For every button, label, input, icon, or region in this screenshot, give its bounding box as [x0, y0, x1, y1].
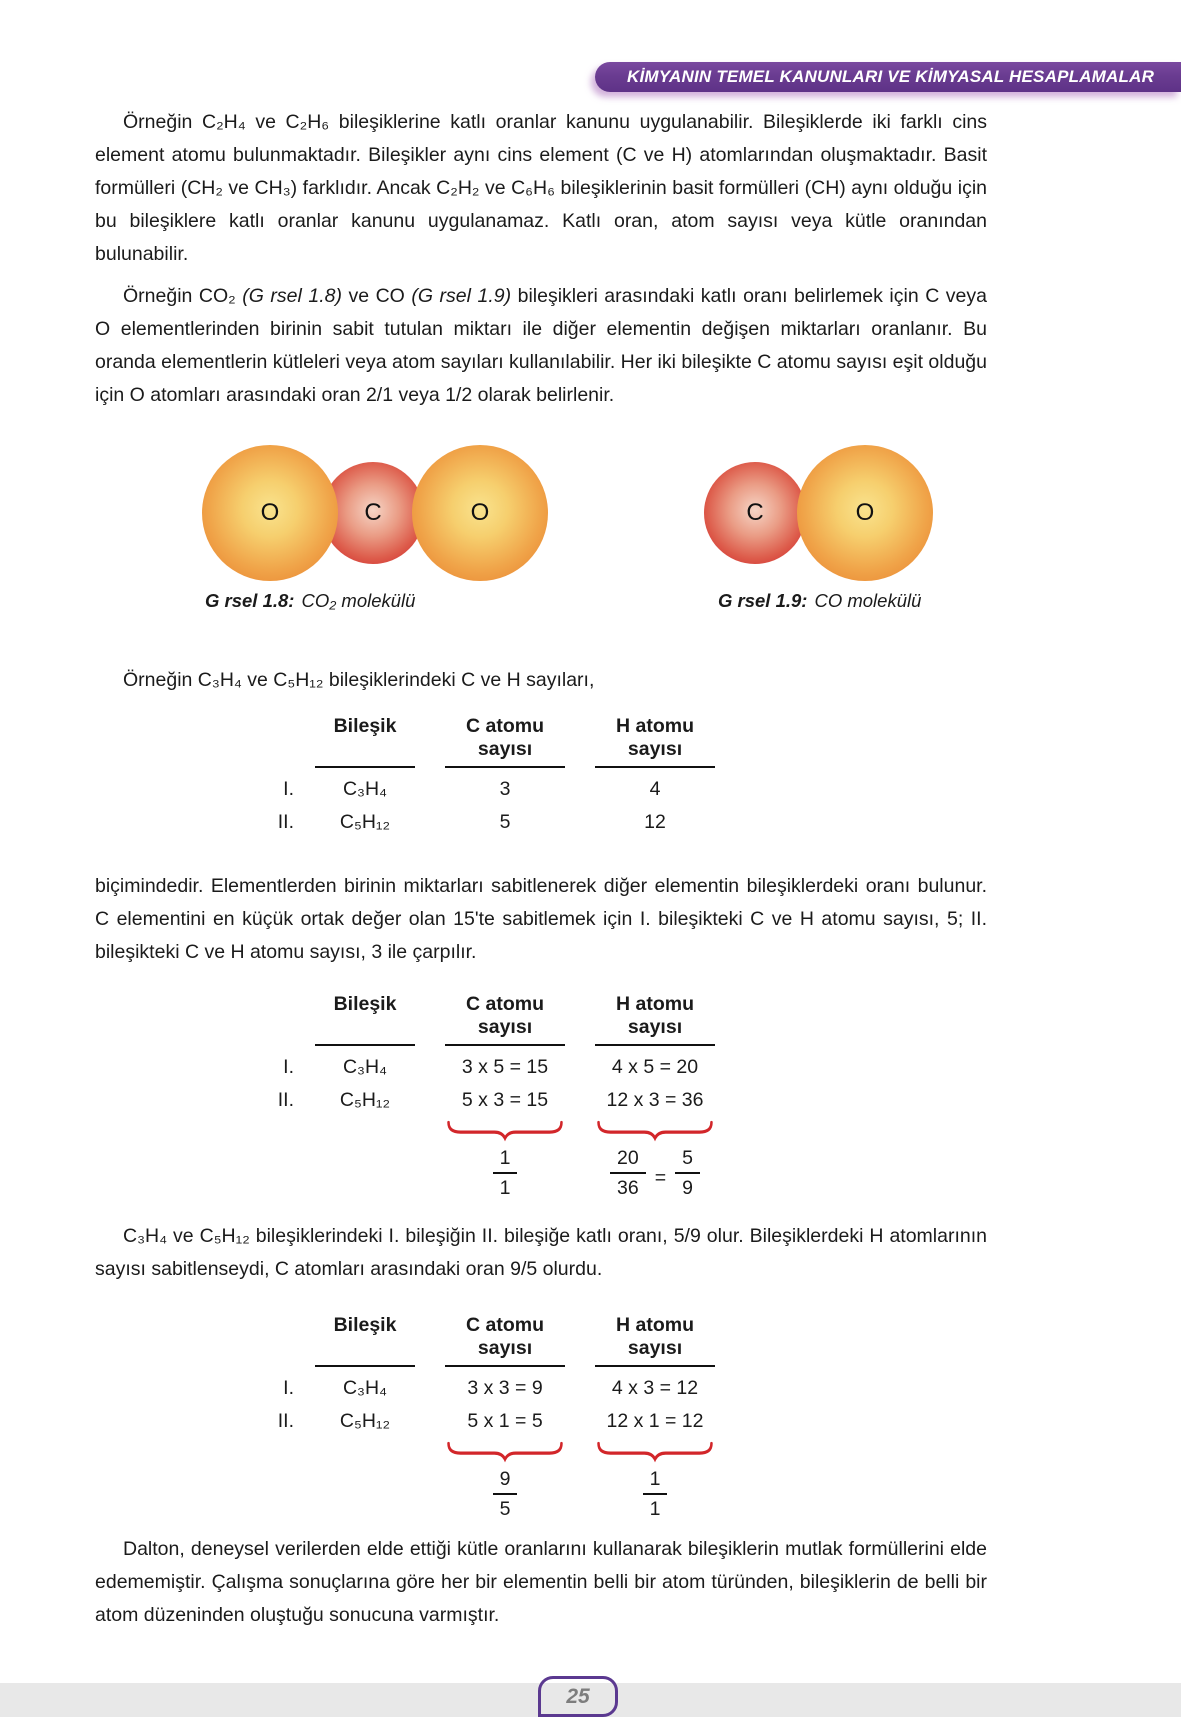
compound-formula: C₅H₁₂	[339, 811, 391, 833]
underbrace-icon	[595, 1119, 715, 1140]
c-ratio-result	[445, 1467, 565, 1521]
atom-count-table-2	[245, 993, 715, 1200]
figure-caption-label: G rsel 1.8:	[205, 590, 295, 611]
atom-label-c: C	[364, 499, 382, 526]
atom-count-table-1	[245, 715, 715, 834]
row-numeral: II.	[277, 1410, 294, 1432]
fraction: $\frac{9}{5}$	[493, 1467, 518, 1521]
fraction: $\frac{20}{36}$	[610, 1146, 646, 1200]
compound-formula: C₃H₄	[342, 1056, 388, 1078]
fraction: $\frac{1}{1}$	[643, 1467, 668, 1521]
h-atom-expression: 12 x 1 = 12	[606, 1410, 704, 1432]
column-header-compound: Bileşik	[315, 715, 415, 768]
paragraph-1: Örneğin C₂H₄ ve C₂H₆ bileşiklerine katlı oranlar kanunu uygulanabilir. Bileşiklerde iki farklı cins element atomu bulunmaktadır. Bileşikler aynı cins element (C ve H) atomlarından oluşmaktadır. Basit formülleri (CH₂ ve CH₃) farklıdır. Ancak C₂H₂ ve C₆H₆ bileşiklerinin basit formülleri (CH) aynı olduğu için bu bileşiklere katlı oranlar kanunu uygulanamaz. Katlı oran, atom sayısı veya kütle oranından bulunabilir.	[95, 111, 987, 265]
atom-label-c: C	[746, 499, 764, 526]
c-atom-expression: 5 x 3 = 15	[461, 1089, 549, 1111]
row-numeral: I.	[283, 778, 294, 800]
figure-ref-1-9: (G rsel 1.9)	[411, 285, 512, 307]
h-atom-expression: 12 x 3 = 36	[606, 1089, 704, 1111]
column-header-h-atoms: H atomu sayısı	[595, 1314, 715, 1367]
h-atom-expression: 4 x 3 = 12	[611, 1377, 699, 1399]
figure-caption-co	[718, 590, 921, 612]
molecule-figures	[0, 437, 1181, 637]
column-header-h-atoms: H atomu sayısı	[595, 993, 715, 1046]
column-header-compound: Bileşik	[315, 1314, 415, 1367]
atom-label-o: O	[260, 499, 280, 526]
c-atom-value: 5	[499, 811, 511, 833]
page-number-badge	[538, 1676, 618, 1717]
h-atom-expression: 4 x 5 = 20	[611, 1056, 699, 1078]
paragraph-3: biçimindedir. Elementlerden birinin miktarları sabitlenerek diğer elementin bileşiklerdeki oranı bulunur. C elementini en küçük ortak değer olan 15'te sabitlemek için I. bileşikteki C ve H atomu sayısı, 5; II. bileşikteki C ve H atomu sayısı, 3 ile çarpılır.	[95, 875, 987, 963]
c-atom-expression: 5 x 1 = 5	[467, 1410, 543, 1432]
co-carbon-sphere	[704, 462, 806, 564]
figure-caption-text: CO₂ molekülü	[301, 590, 416, 611]
atom-count-table-3	[245, 1314, 715, 1521]
figure-caption-text: CO molekülü	[814, 590, 922, 611]
page-number: 25	[566, 1684, 590, 1708]
co2-oxygen-sphere-left	[202, 445, 338, 581]
column-header-h-atoms: H atomu sayısı	[595, 715, 715, 768]
co2-oxygen-sphere-right	[412, 445, 548, 581]
fraction: $\frac{5}{9}$	[675, 1146, 700, 1200]
underbrace-icon	[445, 1440, 565, 1461]
column-header-compound: Bileşik	[315, 993, 415, 1046]
paragraph-5: Dalton, deneysel verilerden elde ettiği kütle oranlarını kullanarak bileşiklerin mutlak formüllerini elde edememiştir. Çalışma sonuçlarına göre her bir elementin belli bir atom türünden, bileşiklerin de belli bir atom düzeninden oluştuğu sonucuna varmıştır.	[95, 1538, 987, 1626]
figure-ref-1-8: (G rsel 1.8)	[242, 285, 342, 307]
tables-intro-line: Örneğin C₃H₄ ve C₅H₁₂ bileşiklerindeki C ve H sayıları,	[123, 669, 595, 691]
h-atom-value: 12	[644, 811, 666, 833]
paragraph-4: C₃H₄ ve C₅H₁₂ bileşiklerindeki I. bileşiğin II. bileşiğe katlı oranı, 5/9 olur. Bileşiklerdeki H atomlarının sayısı sabitlenseydi, C atomları arasındaki oran 9/5 olurdu.	[95, 1225, 987, 1280]
column-header-c-atoms: C atomu sayısı	[445, 1314, 565, 1367]
c-atom-expression: 3 x 3 = 9	[467, 1377, 543, 1399]
paragraph-2-text: Örneğin CO₂	[123, 285, 243, 307]
co-oxygen-sphere	[797, 445, 933, 581]
compound-formula: C₃H₄	[342, 1377, 388, 1399]
figure-caption-co2	[205, 590, 415, 612]
compound-formula: C₃H₄	[342, 778, 388, 800]
chapter-title: KİMYANIN TEMEL KANUNLARI VE KİMYASAL HESAPLAMALAR	[627, 67, 1155, 86]
h-atom-value: 4	[649, 778, 661, 800]
underbrace-icon	[595, 1440, 715, 1461]
fraction: $\frac{1}{1}$	[493, 1146, 518, 1200]
c-atom-expression: 3 x 5 = 15	[461, 1056, 549, 1078]
row-numeral: II.	[277, 1089, 294, 1111]
figure-caption-label: G rsel 1.9:	[718, 590, 808, 611]
atom-label-o: O	[470, 499, 490, 526]
row-numeral: I.	[283, 1377, 294, 1399]
paragraph-2	[95, 280, 987, 412]
row-numeral: II.	[277, 811, 294, 833]
compound-formula: C₅H₁₂	[339, 1410, 391, 1432]
equals-sign: =	[654, 1166, 667, 1189]
atom-label-o: O	[855, 499, 875, 526]
column-header-c-atoms: C atomu sayısı	[445, 715, 565, 768]
h-ratio-result	[595, 1146, 715, 1200]
chapter-banner	[595, 62, 1181, 92]
row-numeral: I.	[283, 1056, 294, 1078]
column-header-c-atoms: C atomu sayısı	[445, 993, 565, 1046]
h-ratio-result	[595, 1467, 715, 1521]
compound-formula: C₅H₁₂	[339, 1089, 391, 1111]
c-ratio-result	[445, 1146, 565, 1200]
paragraph-2-text: bileşikleri arasındaki katlı oranı belirlemek için C veya O elementlerinden birinin sabit tutulan miktarı ile diğer elementin değişen miktarları oranlanır. Bu oranda elementlerin kütleleri veya atom sayıları kullanılabilir. Her iki bileşikte C atomu sayısı eşit olduğu için O atomları arasındaki oran 2/1 veya 1/2 olarak belirlenir.	[95, 285, 987, 406]
paragraph-2-text: ve CO	[341, 285, 412, 307]
c-atom-value: 3	[499, 778, 511, 800]
underbrace-icon	[445, 1119, 565, 1140]
